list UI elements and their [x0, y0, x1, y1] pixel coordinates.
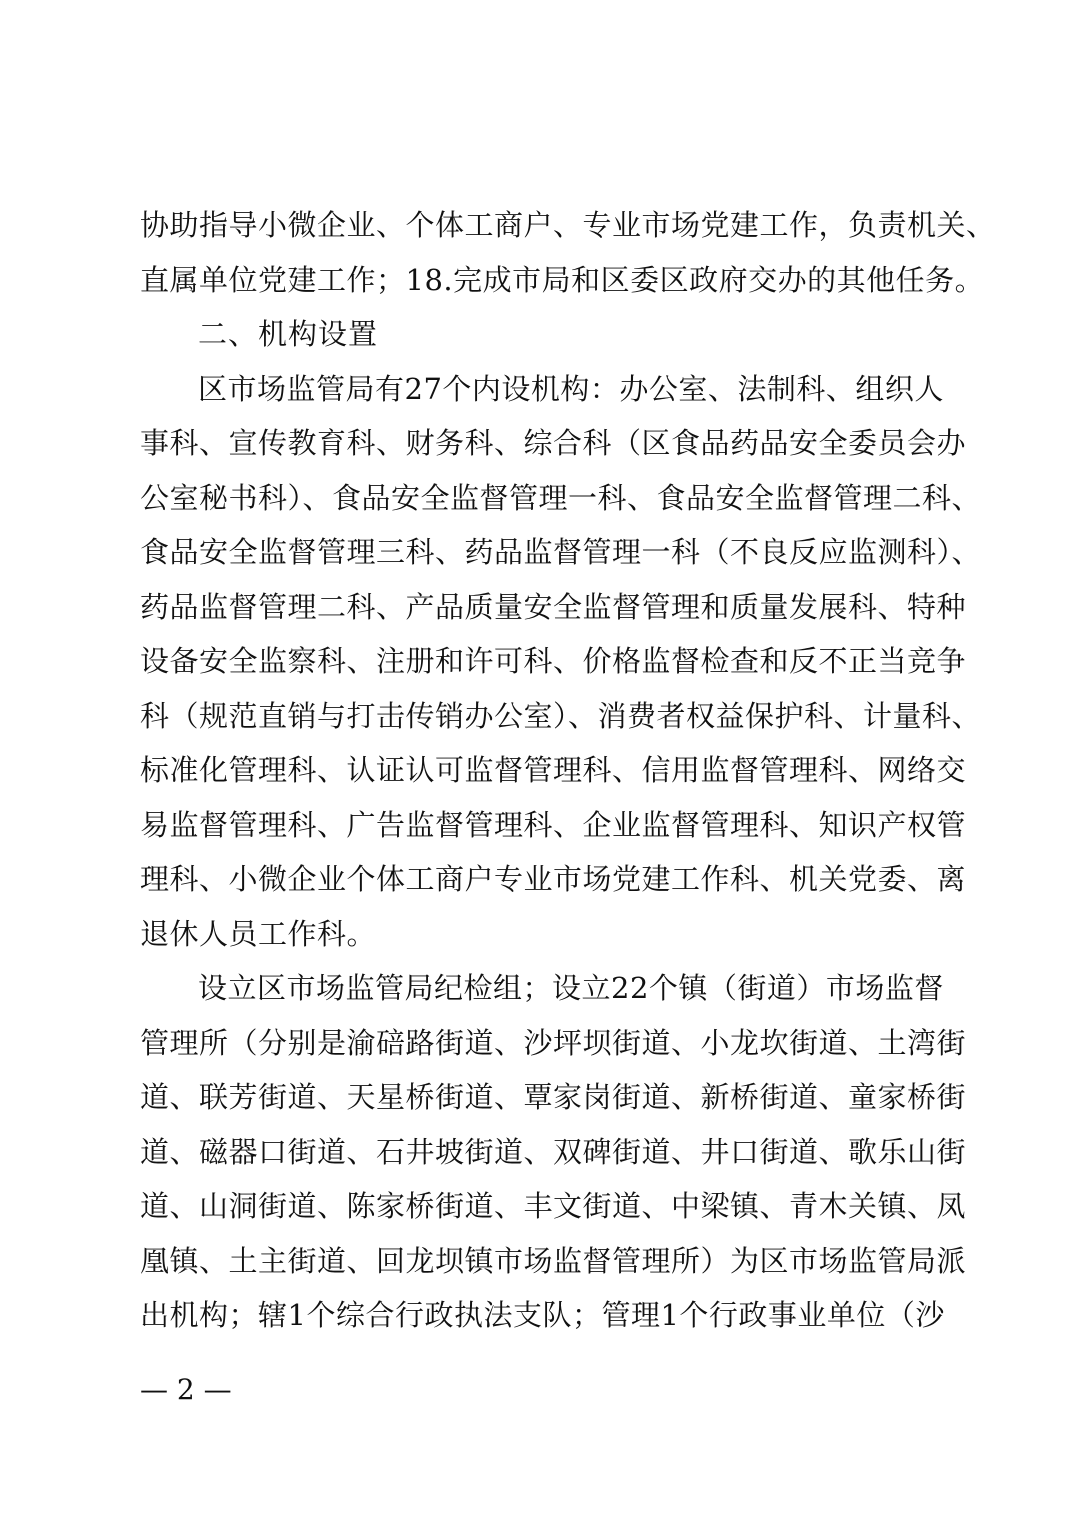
text-line: 科（规范直销与打击传销办公室）、消费者权益保护科、计量科、 [140, 698, 982, 733]
section-heading: 二、机构设置 [198, 317, 379, 351]
text-line: 协助指导小微企业、个体工商户、专业市场党建工作，负责机关、 [140, 208, 996, 242]
text-line: 道、山洞街道、陈家桥街道、丰文街道、中梁镇、青木关镇、凤 [140, 1189, 967, 1223]
text-line: 直属单位党建工作；18.完成市局和区委区政府交办的其他任务。 [140, 262, 985, 297]
text-line: 公室秘书科）、食品安全监督管理一科、食品安全监督管理二科、 [140, 480, 982, 515]
text-line: 事科、宣传教育科、财务科、综合科（区食品药品安全委员会办 [140, 426, 967, 460]
text-line: 药品监督管理二科、产品质量安全监督管理和质量发展科、特种 [140, 589, 967, 624]
text-line: 退休人员工作科。 [140, 916, 377, 951]
text-line: 食品安全监督管理三科、药品监督管理一科（不良反应监测科）、 [140, 535, 982, 569]
text-line: 道、联芳街道、天星桥街道、覃家岗街道、新桥街道、童家桥街 [140, 1080, 967, 1114]
text-line: 出机构；辖1个综合行政执法支队；管理1个行政事业单位（沙 [140, 1298, 945, 1332]
page-number: — 2 — [140, 1373, 232, 1406]
text-line: 设备安全监察科、注册和许可科、价格监督检查和反不正当竞争 [140, 644, 967, 678]
text-line: 理科、小微企业个体工商户专业市场党建工作科、机关党委、离 [140, 862, 967, 896]
text-line: 易监督管理科、广告监督管理科、企业监督管理科、知识产权管 [140, 807, 967, 842]
text-line: 设立区市场监管局纪检组；设立22个镇（街道）市场监督 [198, 971, 944, 1005]
text-line: 区市场监管局有27个内设机构：办公室、法制科、组织人 [198, 371, 944, 406]
text-line: 凰镇、土主街道、回龙坝镇市场监督管理所）为区市场监管局派 [140, 1243, 967, 1278]
body-text [140, 198, 996, 1343]
text-line: 标准化管理科、认证认可监督管理科、信用监督管理科、网络交 [140, 753, 967, 787]
text-line: 管理所（分别是渝碚路街道、沙坪坝街道、小龙坎街道、土湾街 [140, 1025, 967, 1060]
text-line: 道、磁器口街道、石井坡街道、双碑街道、井口街道、歌乐山街 [140, 1134, 967, 1169]
